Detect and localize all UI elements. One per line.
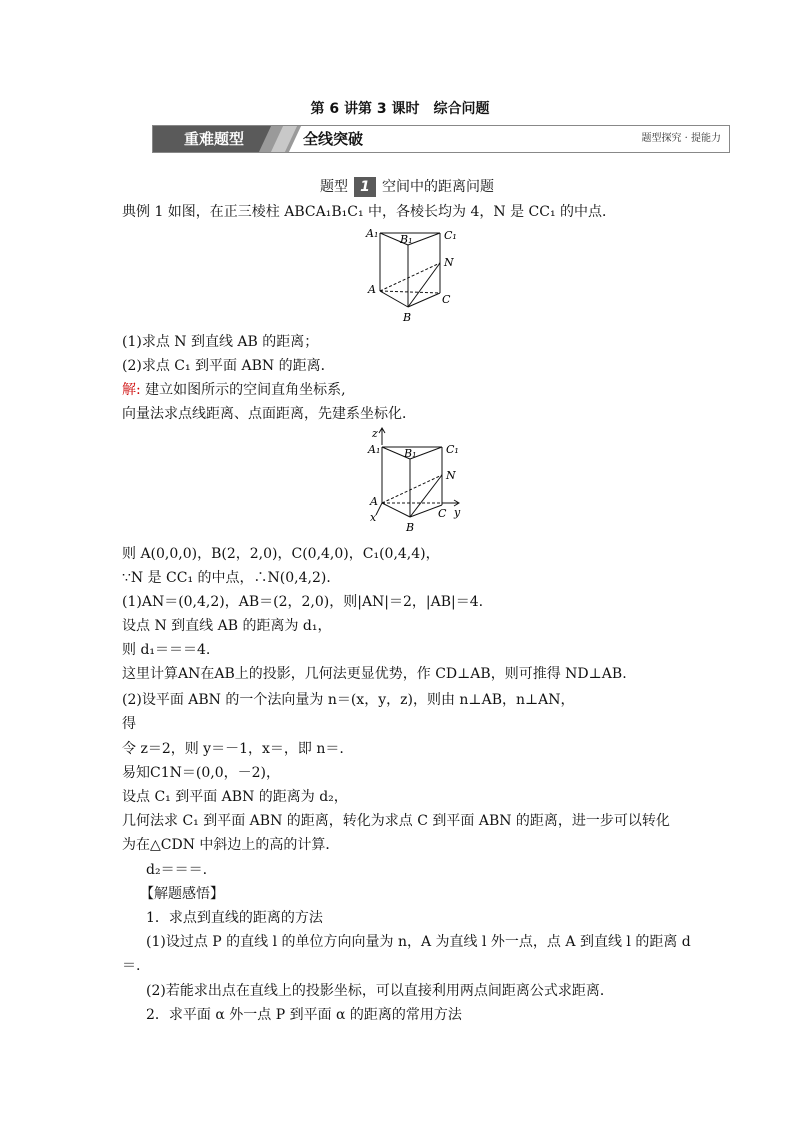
fig2-label-B: B	[406, 521, 415, 534]
prism-figure-2	[362, 425, 472, 535]
insight-1-2: (2)若能求出点在直线上的投影坐标，可以直接利用两点间距离公式求距离．	[146, 983, 614, 999]
fig2-axis-z: z	[372, 427, 378, 440]
step-12: d₂＝＝＝.	[146, 862, 208, 878]
banner-main-label: 全线突破	[303, 130, 364, 148]
type-heading-text: 空间中的距离问题	[382, 179, 494, 195]
fig1-label-C1: C₁	[444, 229, 457, 242]
step-2: 设点 N 到直线 AB 的距离为 d₁，	[122, 618, 332, 634]
step-6: 得	[122, 716, 136, 732]
step-9: 设点 C₁ 到平面 ABN 的距离为 d₂，	[122, 789, 348, 805]
fig2-axis-x: x	[370, 511, 377, 524]
question-2: (2)求点 C₁ 到平面 ABN 的距离．	[122, 358, 335, 374]
fig2-label-C1: C₁	[446, 443, 459, 456]
fig2-label-C: C	[438, 507, 447, 520]
step-8: 易知C1N＝(0,0，－2)，	[122, 765, 280, 781]
page-title: 第 6 讲第 3 课时 综合问题	[310, 101, 490, 117]
fig1-label-A: A	[368, 283, 376, 296]
step-4: 这里计算AN在AB上的投影，几何法更显优势，作 CD⊥AB，则可推得 ND⊥AB.	[122, 666, 627, 682]
step-3: 则 d₁＝＝＝4.	[122, 642, 211, 658]
prism-figure-1	[360, 225, 470, 325]
solution-label: 解:	[122, 382, 141, 398]
fig2-axis-y: y	[454, 506, 461, 519]
solution-intro-line	[122, 379, 346, 399]
insight-1-1: (1)设过点 P 的直线 l 的单位方向向量为 n，A 为直线 l 外一点，点 A 到直线 l 的距离 d	[146, 934, 691, 950]
fig2-label-A: A	[370, 495, 378, 508]
fig2-label-B1: B₁	[404, 447, 417, 460]
step-7: 令 z＝2，则 y＝－1，x＝，即 n＝.	[122, 741, 344, 757]
step-1: (1)AN＝(0,4,2)，AB＝(2，2,0)，则|AN|＝2，|AB|＝4.	[122, 594, 484, 610]
step-11: 为在△CDN 中斜边上的高的计算．	[122, 837, 340, 853]
fig1-label-B1: B₁	[400, 233, 413, 246]
banner-right-label: 题型探究 · 提能力	[641, 133, 721, 144]
insight-heading: 【解题感悟】	[140, 886, 224, 902]
coordinates-line: 则 A(0,0,0)，B(2，2,0)，C(0,4,0)，C₁(0,4,4)，	[122, 546, 440, 562]
method-note: 向量法求点线距离、点面距离，先建系坐标化．	[122, 406, 416, 422]
fig1-label-N: N	[444, 256, 454, 269]
insight-1-1-cont: ＝.	[122, 958, 141, 974]
solution-intro: 建立如图所示的空间直角坐标系,	[145, 382, 346, 398]
midpoint-line: ∵N 是 CC₁ 的中点，∴N(0,4,2)．	[122, 570, 341, 586]
fig1-label-A1: A₁	[366, 227, 379, 240]
step-5: (2)设平面 ABN 的一个法向量为 n＝(x，y，z)，则由 n⊥AB，n⊥AN，	[122, 692, 575, 708]
banner-left-label: 重难题型	[153, 126, 275, 152]
type-heading-prefix: 题型	[320, 179, 348, 195]
type-heading	[320, 176, 494, 197]
step-10: 几何法求 C₁ 到平面 ABN 的距离，转化为求点 C 到平面 ABN 的距离，进一步可以转化	[122, 813, 670, 829]
insight-1: 1．求点到直线的距离的方法	[146, 910, 323, 926]
example-statement: 典例 1 如图，在正三棱柱 ABCA₁B₁C₁ 中，各棱长均为 4，N 是 CC₁ 的中点．	[122, 204, 617, 220]
fig2-label-N: N	[446, 469, 456, 482]
question-1: (1)求点 N 到直线 AB 的距离；	[122, 334, 319, 350]
type-number-badge: 1	[354, 177, 376, 197]
insight-2: 2．求平面 α 外一点 P 到平面 α 的距离的常用方法	[146, 1007, 462, 1023]
fig1-label-C: C	[442, 293, 451, 306]
fig1-label-B: B	[403, 311, 412, 324]
section-banner	[152, 125, 730, 153]
fig2-label-A1: A₁	[368, 443, 381, 456]
